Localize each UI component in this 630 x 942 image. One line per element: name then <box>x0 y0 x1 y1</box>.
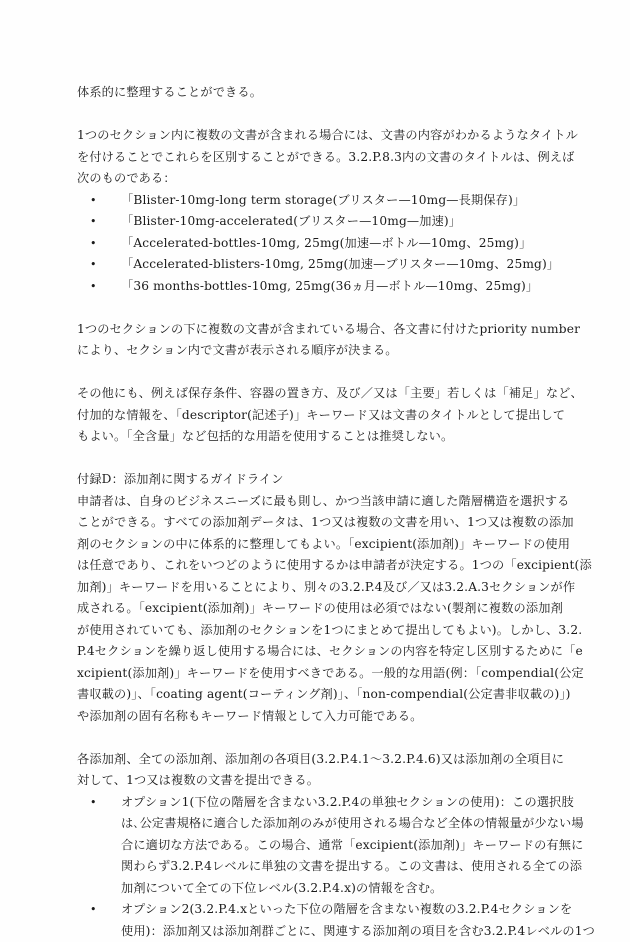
text-line: は任意であり、これをいつどのように使用するかは申請者が決定する。1つの「excipient(添 <box>77 555 567 577</box>
paragraph-options-intro <box>77 749 567 792</box>
text-line: 体系的に整理することができる。 <box>77 82 567 104</box>
text-line: 加剤について全ての下位レベル(3.2.P.4.x)の情報を含む。 <box>121 878 567 900</box>
bullet-icon: • <box>90 190 97 212</box>
paragraph-descriptor <box>77 383 567 448</box>
bullet-icon: • <box>90 276 97 298</box>
text-line: 使用)：添加剤又は添加剤群ごとに、関連する添加剤の項目を含む3.2.P.4レベルの1つ <box>121 921 567 942</box>
text-line: により、セクション内で文書が表示される順序が決まる。 <box>77 340 567 362</box>
bullet-icon: • <box>90 233 97 255</box>
text-line: 1つのセクション内に複数の文書が含まれる場合には、文書の内容がわかるようなタイトル <box>77 125 567 147</box>
paragraph-spacer <box>77 448 567 470</box>
text-line: は､公定書規格に適合した添加剤のみが使用される場合など全体の情報量が少ない場 <box>121 813 567 835</box>
list-item-text: 「36 months-bottles-10mg, 25mg(36ヵ月—ボトル—10mg、25mg)」 <box>121 279 538 293</box>
bullet-icon: • <box>90 211 97 233</box>
text-line: が使用されていても、添加剤のセクションを1つにまとめて提出してもよい)。しかし、3.2. <box>77 620 567 642</box>
paragraph-appendix-body <box>77 491 567 728</box>
list-item <box>77 190 567 212</box>
text-line: もよい。「全含量」など包括的な用語を使用することは推奨しない。 <box>77 426 567 448</box>
title-examples-list <box>77 190 567 298</box>
text-line: その他にも、例えば保存条件、容器の置き方、及び／又は「主要」若しくは「補足」など、 <box>77 383 567 405</box>
text-line: ことができる。すべての添加剤データは、1つ又は複数の文書を用い、1つ又は複数の添加 <box>77 512 567 534</box>
text-line: 申請者は、自身のビジネスニーズに最も則し、かつ当該申請に適した階層構造を選択する <box>77 491 567 513</box>
list-item <box>77 276 567 298</box>
list-item-text: 「Blister-10mg-long term storage(ブリスター—10mg—長期保存)」 <box>121 193 525 207</box>
text-line: オプション1(下位の階層を含まない3.2.P.4の単独セクションの使用)：この選択肢 <box>121 792 567 814</box>
paragraph-spacer <box>77 362 567 384</box>
paragraph-spacer <box>77 104 567 126</box>
text-line: P.4セクションを繰り返し使用する場合には、セクションの内容を特定し区別するために「e <box>77 641 567 663</box>
paragraph-document-titles <box>77 125 567 190</box>
paragraph-spacer <box>77 727 567 749</box>
list-item-option-1 <box>77 792 567 900</box>
bullet-icon: • <box>90 899 97 921</box>
text-line: 合に適切な方法である。この場合、通常「excipient(添加剤)」キーワードの有無に <box>121 835 567 857</box>
options-list <box>77 792 567 942</box>
appendix-heading: 付録D：添加剤に関するガイドライン <box>77 469 567 491</box>
text-line: オプション2(3.2.P.4.xといった下位の階層を含まない複数の3.2.P.4セクションを <box>121 899 567 921</box>
paragraph-spacer <box>77 297 567 319</box>
text-line: 成される。「excipient(添加剤)」キーワードの使用は必須ではない(製剤に複数の添加剤 <box>77 598 567 620</box>
text-line: 剤のセクションの中に体系的に整理してもよい。「excipient(添加剤)」キーワードの使用 <box>77 534 567 556</box>
list-item-text: 「Accelerated-blisters-10mg, 25mg(加速—ブリスター—10mg、25mg)」 <box>121 257 559 271</box>
list-item-option-2 <box>77 899 567 942</box>
text-line: 付加的な情報を、「descriptor(記述子)」キーワード又は文書のタイトルとして提出して <box>77 405 567 427</box>
bullet-icon: • <box>90 254 97 276</box>
document-page <box>77 82 567 942</box>
paragraph-priority-number <box>77 319 567 362</box>
text-line: を付けることでこれらを区別することができる。3.2.P.8.3内の文書のタイトルは、例えば <box>77 147 567 169</box>
text-line: や添加剤の固有名称もキーワード情報として入力可能である。 <box>77 706 567 728</box>
list-item <box>77 233 567 255</box>
text-line: 関わらず3.2.P.4レベルに単独の文書を提出する。この文書は、使用される全ての添 <box>121 856 567 878</box>
paragraph-intro-tail <box>77 82 567 104</box>
list-item-text: 「Accelerated-bottles-10mg, 25mg(加速—ボトル—10mg、25mg)」 <box>121 236 531 250</box>
text-line: 対して、1つ又は複数の文書を提出できる。 <box>77 770 567 792</box>
text-line: 書収載の)」、「coating agent(コーティング剤)」、「non-compendial(公定書非収載の)」) <box>77 684 567 706</box>
text-line: 次のものである： <box>77 168 567 190</box>
text-line: 1つのセクションの下に複数の文書が含まれている場合、各文書に付けたpriority number <box>77 319 567 341</box>
list-item <box>77 254 567 276</box>
text-line: xcipient(添加剤)」キーワードを使用すべきである。一般的な用語(例：「compendial(公定 <box>77 663 567 685</box>
bullet-icon: • <box>90 792 97 814</box>
list-item <box>77 211 567 233</box>
text-line: 各添加剤、全ての添加剤、添加剤の各項目(3.2.P.4.1〜3.2.P.4.6)又は添加剤の全項目に <box>77 749 567 771</box>
list-item-text: 「Blister-10mg-accelerated(ブリスター—10mg—加速)」 <box>121 214 461 228</box>
text-line: 加剤)」キーワードを用いることにより、別々の3.2.P.4及び／又は3.2.A.3セクションが作 <box>77 577 567 599</box>
